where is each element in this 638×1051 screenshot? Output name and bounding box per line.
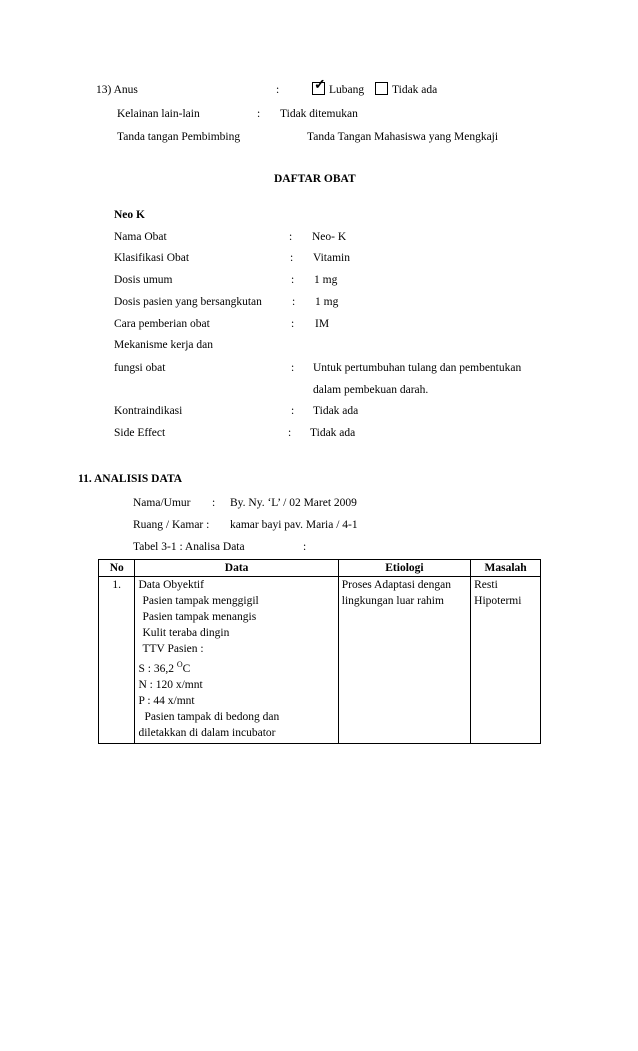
row-dosis-pasien-label: Dosis pasien yang bersangkutan	[114, 296, 262, 308]
kontraindikasi-label: Kontraindikasi	[114, 405, 183, 417]
row-klasifikasi-value: Vitamin	[313, 252, 350, 264]
mekanisme-value-2: dalam pembekuan darah.	[313, 384, 429, 396]
side-effect-colon: :	[288, 427, 292, 439]
anus-options	[312, 78, 438, 97]
anus-colon: :	[276, 84, 280, 96]
cell-etiologi	[338, 577, 470, 744]
header-etiologi: Etiologi	[338, 560, 470, 577]
data-line: Pasien tampak di bedong dan	[144, 710, 280, 723]
option-lubang-label: Lubang	[329, 84, 365, 96]
kontraindikasi-value: Tidak ada	[313, 405, 359, 417]
data-line-suhu	[138, 657, 334, 677]
checkbox-lubang[interactable]	[312, 78, 326, 95]
row-nama-obat-label: Nama Obat	[114, 231, 167, 243]
cell-data	[135, 577, 338, 744]
data-line: diletakkan di dalam incubator	[138, 726, 276, 739]
table-row	[99, 577, 541, 744]
check-mark-icon: ✓	[314, 78, 326, 93]
suhu-unit: C	[182, 662, 191, 675]
data-line: TTV Pasien :	[142, 643, 204, 655]
header-no: No	[99, 560, 135, 577]
ttd-pembimbing: Tanda tangan Pembimbing	[117, 131, 241, 143]
data-line: Pasien tampak menangis	[142, 611, 257, 623]
suhu-degree: O	[176, 660, 183, 669]
kelainan-value: Tidak ditemukan	[280, 108, 358, 120]
daftar-obat-title: DAFTAR OBAT	[274, 173, 356, 185]
suhu-value: S : 36,2	[138, 662, 177, 675]
checkbox-tidak-ada[interactable]	[375, 82, 388, 95]
row-nama-obat-colon: :	[289, 231, 293, 243]
kelainan-colon: :	[257, 108, 261, 120]
mekanisme-label-2: fungsi obat	[114, 362, 166, 374]
row-dosis-pasien-value: 1 mg	[315, 296, 339, 308]
row-cara-pemberian-colon: :	[291, 318, 295, 330]
row-dosis-umum-colon: :	[291, 274, 295, 286]
table-header-row	[99, 560, 541, 577]
mekanisme-value-1: Untuk pertumbuhan tulang dan pembentukan	[313, 362, 522, 374]
analisa-data-table	[98, 559, 541, 744]
ruang-kamar-value: kamar bayi pav. Maria / 4-1	[230, 519, 358, 531]
etiologi-line: Proses Adaptasi dengan	[341, 579, 451, 591]
cell-masalah	[471, 577, 541, 744]
option-tidak-ada-label: Tidak ada	[392, 84, 438, 96]
row-klasifikasi-label: Klasifikasi Obat	[114, 252, 190, 264]
masalah-line: Resti	[474, 579, 498, 591]
etiologi-line: lingkungan luar rahim	[341, 595, 444, 607]
kontraindikasi-colon: :	[291, 405, 295, 417]
mekanisme-label-1: Mekanisme kerja dan	[114, 339, 213, 351]
data-line: N : 120 x/mnt	[138, 678, 203, 691]
ttd-mahasiswa: Tanda Tangan Mahasiswa yang Mengkaji	[307, 131, 499, 143]
nama-umur-label: Nama/Umur	[133, 497, 191, 509]
row-klasifikasi-colon: :	[290, 252, 294, 264]
side-effect-label: Side Effect	[114, 427, 166, 439]
side-effect-value: Tidak ada	[310, 427, 356, 439]
nama-umur-value: By. Ny. ‘L’ / 02 Maret 2009	[230, 497, 357, 509]
data-line: P : 44 x/mnt	[138, 694, 195, 707]
data-line: Kulit teraba dingin	[142, 627, 230, 639]
data-line: Data Obyektif	[138, 579, 204, 591]
tabel-caption-colon: :	[303, 541, 307, 553]
ruang-kamar-label: Ruang / Kamar :	[133, 519, 210, 531]
cell-no: 1.	[99, 577, 135, 744]
drug-name-heading: Neo K	[114, 209, 145, 221]
analisis-data-title: 11. ANALISIS DATA	[78, 473, 183, 485]
row-cara-pemberian-value: IM	[315, 318, 330, 330]
nama-umur-colon: :	[212, 497, 216, 509]
kelainan-label: Kelainan lain-lain	[117, 108, 200, 120]
row-nama-obat-value: Neo- K	[312, 231, 347, 243]
anus-label: 13) Anus	[96, 84, 138, 96]
mekanisme-colon: :	[291, 362, 295, 374]
masalah-line: Hipotermi	[474, 595, 522, 607]
row-dosis-umum-label: Dosis umum	[114, 274, 173, 286]
header-masalah: Masalah	[471, 560, 541, 577]
row-dosis-pasien-colon: :	[292, 296, 296, 308]
data-line: Pasien tampak menggigil	[142, 595, 259, 607]
header-data: Data	[135, 560, 338, 577]
tabel-caption: Tabel 3-1 : Analisa Data	[133, 541, 245, 553]
row-cara-pemberian-label: Cara pemberian obat	[114, 318, 210, 330]
row-dosis-umum-value: 1 mg	[314, 274, 338, 286]
